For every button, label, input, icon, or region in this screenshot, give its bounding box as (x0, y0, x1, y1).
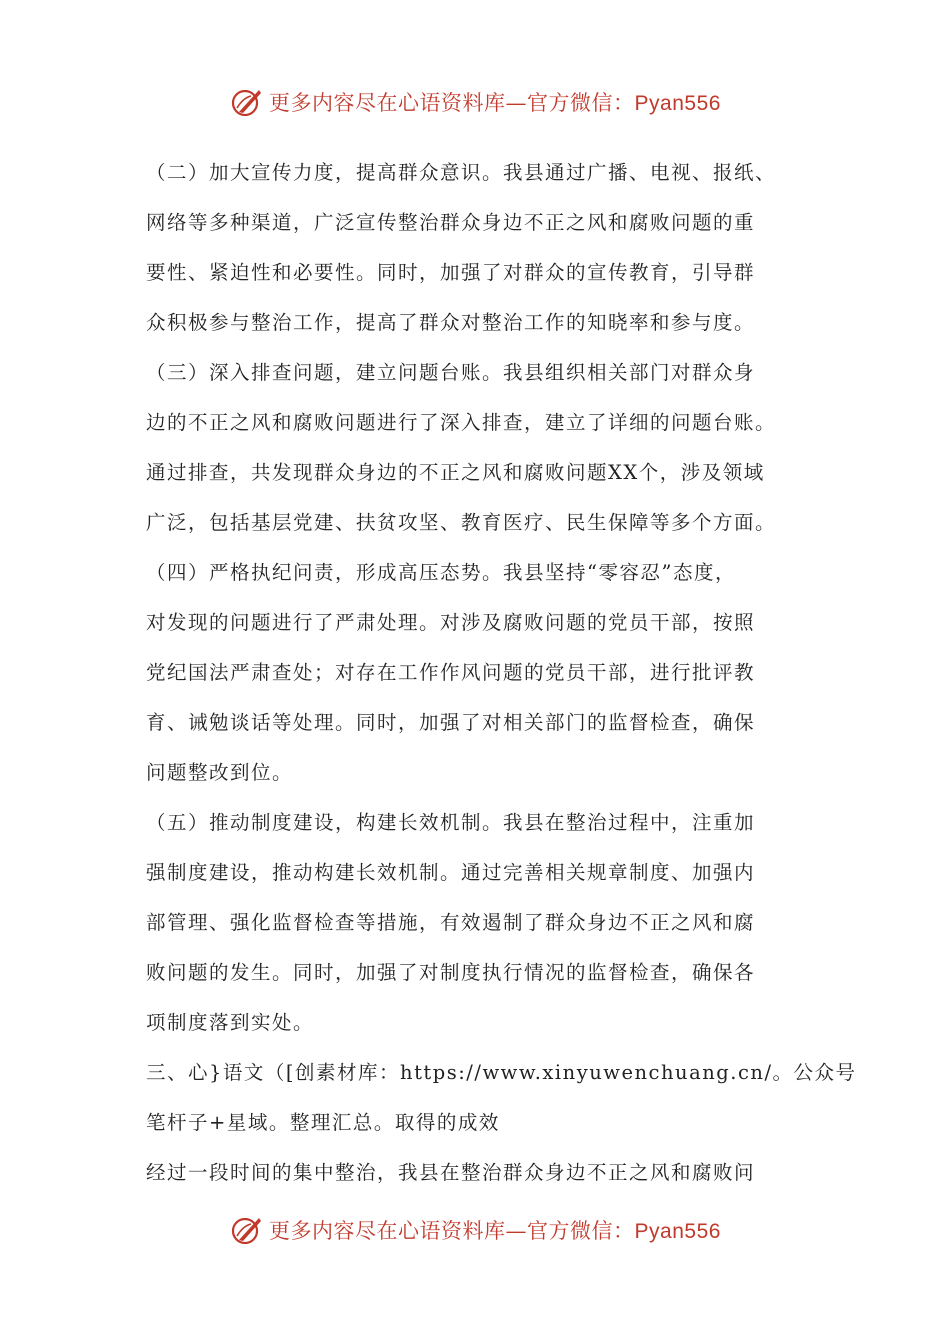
body-line: 党纪国法严肃查处；对存在工作作风问题的党员干部，进行批评教 (146, 661, 756, 684)
body-line: 对发现的问题进行了严肃处理。对涉及腐败问题的党员干部，按照 (146, 611, 756, 634)
body-line: 广泛，包括基层党建、扶贫攻坚、教育医疗、民生保障等多个方面。 (146, 511, 777, 534)
body-line: （五）推动制度建设，构建长效机制。我县在整治过程中，注重加 (146, 811, 756, 834)
body-line: 项制度落到实处。 (146, 1011, 315, 1034)
body-line: 边的不正之风和腐败问题进行了深入排查，建立了详细的问题台账。 (146, 411, 777, 434)
body-line: （二）加大宣传力度，提高群众意识。我县通过广播、电视、报纸、 (146, 161, 777, 184)
body-line: 要性、紧迫性和必要性。同时，加强了对群众的宣传教育，引导群 (146, 261, 756, 284)
footer-watermark (0, 1210, 950, 1250)
watermark-text (269, 87, 721, 117)
body-line: 网络等多种渠道，广泛宣传整治群众身边不正之风和腐败问题的重 (146, 211, 756, 234)
quill-logo-icon (229, 84, 265, 120)
document-body (146, 148, 857, 1198)
watermark-wechat-id: Pyan556 (634, 92, 721, 115)
body-line: 笔杆子+星域。整理汇总。取得的成效 (146, 1111, 500, 1134)
watermark-text (269, 1215, 721, 1245)
header-watermark (0, 82, 950, 122)
body-line: 部管理、强化监督检查等措施，有效遏制了群众身边不正之风和腐 (146, 911, 756, 934)
watermark-brand: 更多内容尽在心语资料库—官方微信： (269, 91, 635, 115)
body-line: （三）深入排查问题，建立问题台账。我县组织相关部门对群众身 (146, 361, 756, 384)
watermark-wechat-id: Pyan556 (634, 1220, 721, 1243)
body-line: 通过排查，共发现群众身边的不正之风和腐败问题XX个，涉及领域 (146, 461, 765, 484)
body-line: （四）严格执纪问责，形成高压态势。我县坚持“零容忍”态度， (146, 561, 736, 584)
body-line: 强制度建设，推动构建长效机制。通过完善相关规章制度、加强内 (146, 861, 756, 884)
body-line: 众积极参与整治工作，提高了群众对整治工作的知晓率和参与度。 (146, 311, 756, 334)
quill-logo-icon (229, 1212, 265, 1248)
body-line: 经过一段时间的集中整治，我县在整治群众身边不正之风和腐败问 (146, 1161, 756, 1184)
body-line: 育、诫勉谈话等处理。同时，加强了对相关部门的监督检查，确保 (146, 711, 756, 734)
body-line: 三、心}语文（[创素材库：https://www.xinyuwenchuang.cn/。公众号 (146, 1061, 857, 1084)
body-line: 败问题的发生。同时，加强了对制度执行情况的监督检查，确保各 (146, 961, 756, 984)
body-line: 问题整改到位。 (146, 761, 294, 784)
watermark-brand: 更多内容尽在心语资料库—官方微信： (269, 1219, 635, 1243)
